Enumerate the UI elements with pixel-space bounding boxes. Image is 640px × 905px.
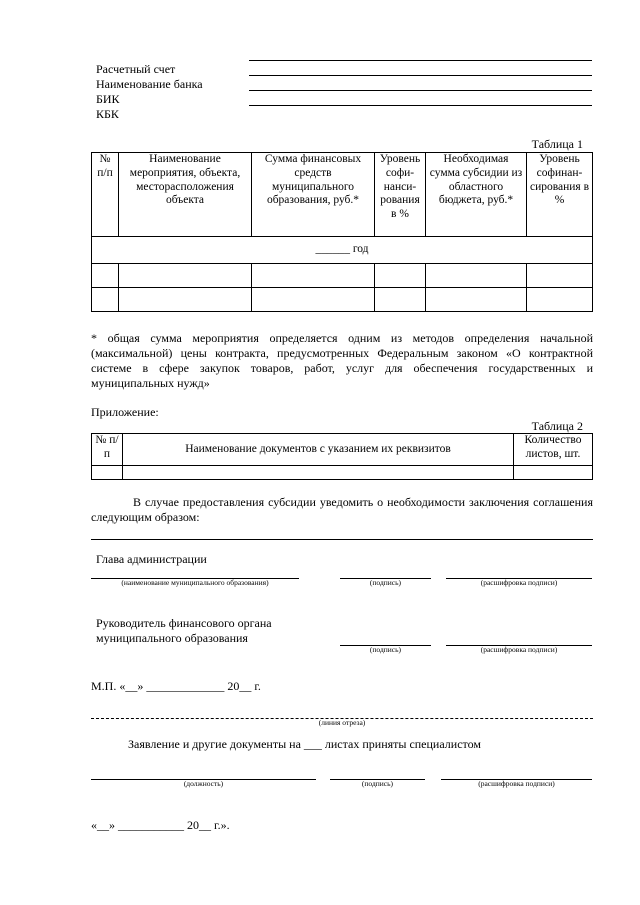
head-decoding-caption: (расшифровка подписи) — [480, 578, 558, 587]
table1-cell[interactable] — [426, 288, 527, 312]
table1-cell[interactable] — [92, 288, 119, 312]
table1-cell[interactable] — [375, 288, 426, 312]
table1-year-row: ______ год — [92, 237, 593, 264]
municipality-caption: (наименование муниципального образования) — [121, 578, 269, 587]
table1 — [91, 152, 593, 312]
requisite-kbk-line[interactable] — [249, 105, 592, 106]
position-caption: (должность) — [183, 779, 224, 788]
table1-header-municipal-sum: Сумма финансовых средств муниципального образования, руб.* — [252, 153, 375, 237]
table2-caption: Таблица 2 — [531, 419, 583, 433]
table2-cell[interactable] — [92, 466, 123, 480]
requisite-account-line[interactable] — [249, 60, 592, 61]
cut-line-caption: (линия отреза) — [318, 718, 366, 727]
table2-cell[interactable] — [123, 466, 514, 480]
requisite-bik-label: БИК — [96, 92, 120, 106]
table1-cell[interactable] — [92, 264, 119, 288]
requisite-account-label: Расчетный счет — [96, 62, 176, 76]
notice-answer-line[interactable] — [91, 539, 593, 540]
table1-cell[interactable] — [119, 288, 252, 312]
table2 — [91, 433, 593, 480]
acceptance-text: Заявление и другие документы на ___ листах приняты специалистом — [128, 737, 481, 751]
finance-signature-caption: (подпись) — [369, 645, 402, 654]
acceptance-date: «__» ___________ 20__ г.». — [91, 818, 230, 832]
requisite-bank-line[interactable] — [249, 75, 592, 76]
table1-cell[interactable] — [527, 264, 593, 288]
requisite-bik-line[interactable] — [249, 90, 592, 91]
appendix-label: Приложение: — [91, 405, 159, 419]
table1-header-cofin-level-2: Уровень софинан-сирования в % — [527, 153, 593, 237]
table2-header-sheets: Количество листов, шт. — [514, 434, 593, 466]
head-signature-caption: (подпись) — [369, 578, 402, 587]
table2-header-num: № п/п — [92, 434, 123, 466]
table1-cell[interactable] — [252, 288, 375, 312]
acceptance-signature-caption: (подпись) — [361, 779, 394, 788]
table1-cell[interactable] — [375, 264, 426, 288]
head-title: Глава администрации — [96, 552, 207, 566]
table1-footnote: * общая сумма мероприятия определяется одним из методов определения начальной (максимальной) цены контракта, предусмотренных Федеральным законом «О контрактной системе в сфере закупок товаров, работ, услуг для обеспечения государственных и муниципальных нужд» — [91, 331, 593, 390]
table1-cell[interactable] — [119, 264, 252, 288]
table1-cell[interactable] — [426, 264, 527, 288]
stamp-date-line: М.П. «__» _____________ 20__ г. — [91, 679, 261, 693]
table1-caption: Таблица 1 — [531, 137, 583, 151]
requisite-bank-label: Наименование банка — [96, 77, 203, 91]
table2-cell[interactable] — [514, 466, 593, 480]
table2-header-documents: Наименование документов с указанием их реквизитов — [123, 434, 514, 466]
table1-header-event: Наименование мероприятия, объекта, месторасположения объекта — [119, 153, 252, 237]
table1-cell[interactable] — [252, 264, 375, 288]
acceptance-decoding-caption: (расшифровка подписи) — [478, 779, 555, 788]
finance-title-line2: муниципального образования — [96, 631, 248, 645]
table1-header-num: № п/п — [92, 153, 119, 237]
notice-paragraph: В случае предоставления субсидии уведомить о необходимости заключения соглашения следующим образом: — [91, 495, 593, 524]
table1-cell[interactable] — [527, 288, 593, 312]
table1-header-cofin-level: Уровень софи-нанси-рования в % — [375, 153, 426, 237]
table1-header-subsidy-sum: Необходимая сумма субсидии из областного бюджета, руб.* — [426, 153, 527, 237]
requisite-kbk-label: КБК — [96, 107, 119, 121]
finance-decoding-caption: (расшифровка подписи) — [480, 645, 558, 654]
finance-title-line1: Руководитель финансового органа — [96, 616, 272, 630]
